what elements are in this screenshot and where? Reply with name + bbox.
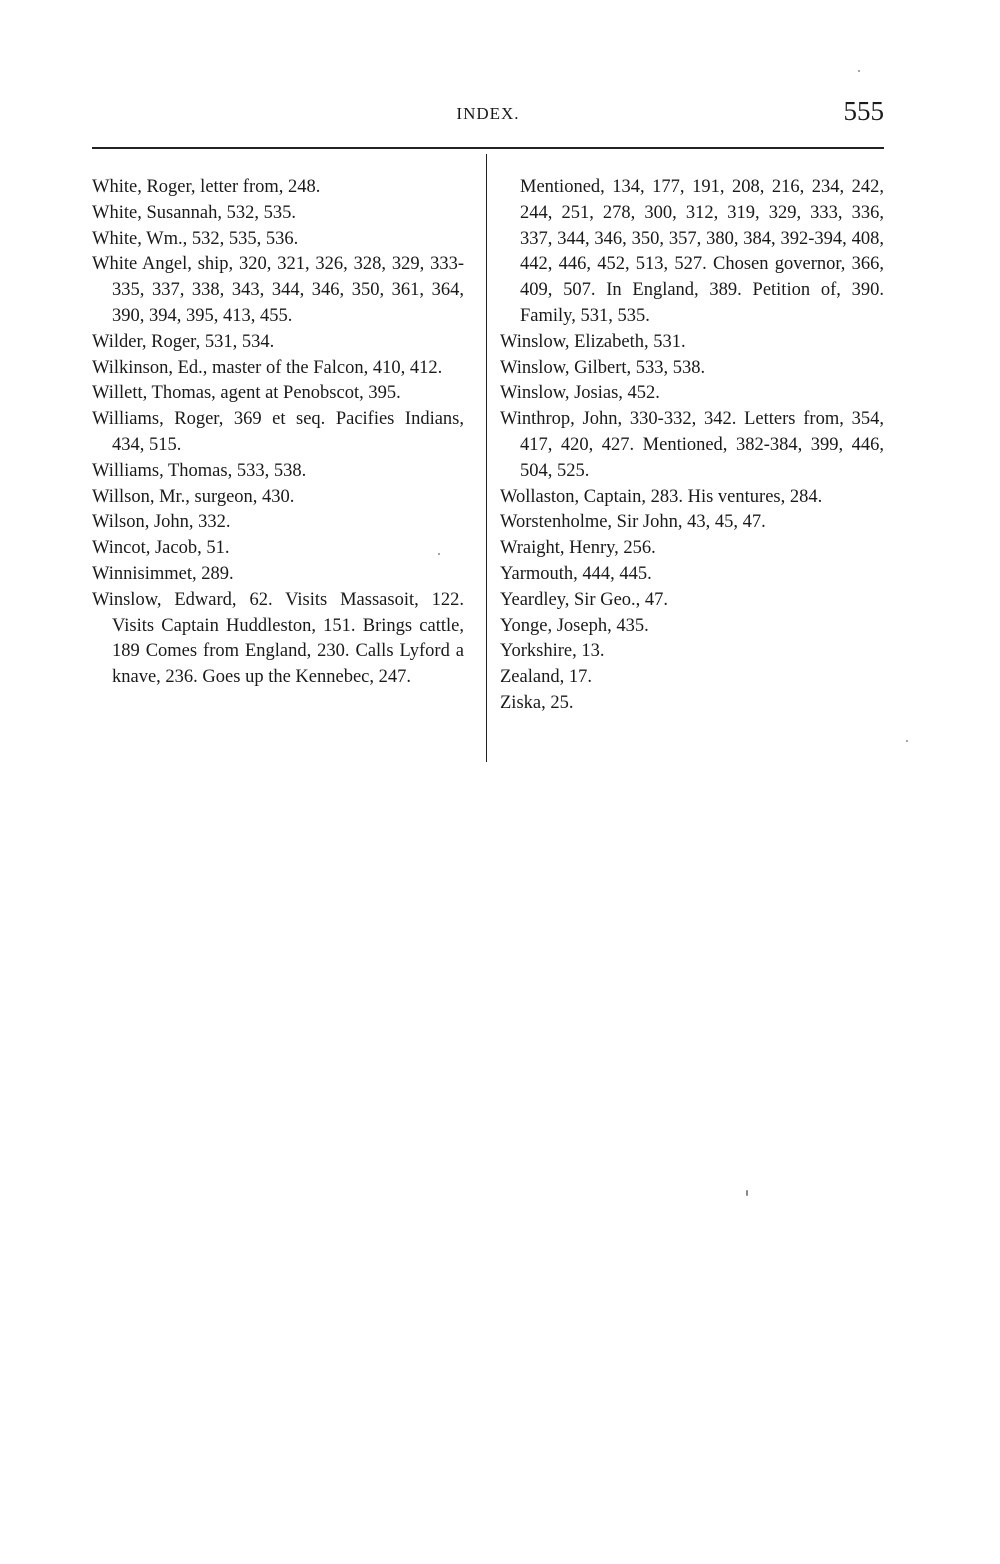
index-entry: Wilson, John, 332.: [92, 512, 231, 533]
index-entry: White, Roger, letter from, 248.: [92, 177, 321, 197]
index-entry: White Angel, ship, 320, 321, 326, 328, 329, 333-335, 337, 338, 343, 344, 346, 350, 361, 364, 390, 394, 395, 413, 455.: [92, 254, 464, 326]
index-entry: Williams, Thomas, 533, 538.: [92, 460, 307, 481]
index-column-right: [500, 175, 884, 717]
index-entry: Willett, Thomas, agent at Penobscot, 395.: [92, 383, 401, 404]
page-header: [92, 96, 884, 130]
index-column-left: [92, 175, 464, 691]
index-entry: Winslow, Elizabeth, 531.: [500, 331, 686, 352]
index-entry: Yarmouth, 444, 445.: [500, 563, 652, 584]
index-entry: White, Wm., 532, 535, 536.: [92, 228, 299, 249]
index-entry: Wollaston, Captain, 283. His ventures, 284.: [500, 486, 823, 507]
index-entry: Yonge, Joseph, 435.: [500, 615, 649, 636]
index-entry: Wilkinson, Ed., master of the Falcon, 410, 412.: [92, 357, 443, 378]
scan-speck: [438, 553, 440, 555]
index-entry: Wilder, Roger, 531, 534.: [92, 331, 275, 352]
index-entry: White, Susannah, 532, 535.: [92, 202, 296, 223]
index-entry: Winthrop, John, 330-332, 342. Letters from, 354, 417, 420, 427. Mentioned, 382-384, 399, 446, 504, 525.: [500, 409, 884, 481]
column-divider: [486, 154, 487, 762]
index-entry: Williams, Roger, 369 et seq. Pacifies Indians, 434, 515.: [92, 409, 464, 455]
running-title: INDEX.: [456, 104, 520, 123]
index-entry: Worstenholme, Sir John, 43, 45, 47.: [500, 512, 766, 533]
index-entry: Yeardley, Sir Geo., 47.: [500, 589, 669, 610]
index-entry: Winslow, Gilbert, 533, 538.: [500, 357, 706, 378]
index-entry-continuation: Mentioned, 134, 177, 191, 208, 216, 234, 242, 244, 251, 278, 300, 312, 319, 329, 333, 336, 337, 344, 346, 350, 357, 380, 384, 392-394, 408, 442, 446, 452, 513, 527. Chosen governor, 366, 409, 507. In England, 389. Petition of, 390. Family, 531, 535.: [520, 177, 884, 326]
header-rule: [92, 147, 884, 149]
scan-speck: [858, 70, 860, 72]
index-entry: Winslow, Josias, 452.: [500, 383, 660, 404]
index-entry: Wincot, Jacob, 51.: [92, 538, 230, 559]
index-entry: Winnisimmet, 289.: [92, 563, 234, 584]
scan-speck: [746, 1190, 748, 1196]
index-entry: Ziska, 25.: [500, 692, 574, 713]
index-entry: Willson, Mr., surgeon, 430.: [92, 486, 295, 507]
index-entry: Yorkshire, 13.: [500, 641, 605, 662]
index-entry: Zealand, 17.: [500, 667, 592, 688]
index-entry: Wraight, Henry, 256.: [500, 538, 656, 559]
page-number: 555: [843, 96, 884, 126]
scan-speck: [906, 740, 908, 742]
index-entry: Winslow, Edward, 62. Visits Massasoit, 122. Visits Captain Huddleston, 151. Brings cattle, 189 Comes from England, 230. Calls Lyford a knave, 236. Goes up the Kennebec, 247.: [92, 589, 464, 688]
